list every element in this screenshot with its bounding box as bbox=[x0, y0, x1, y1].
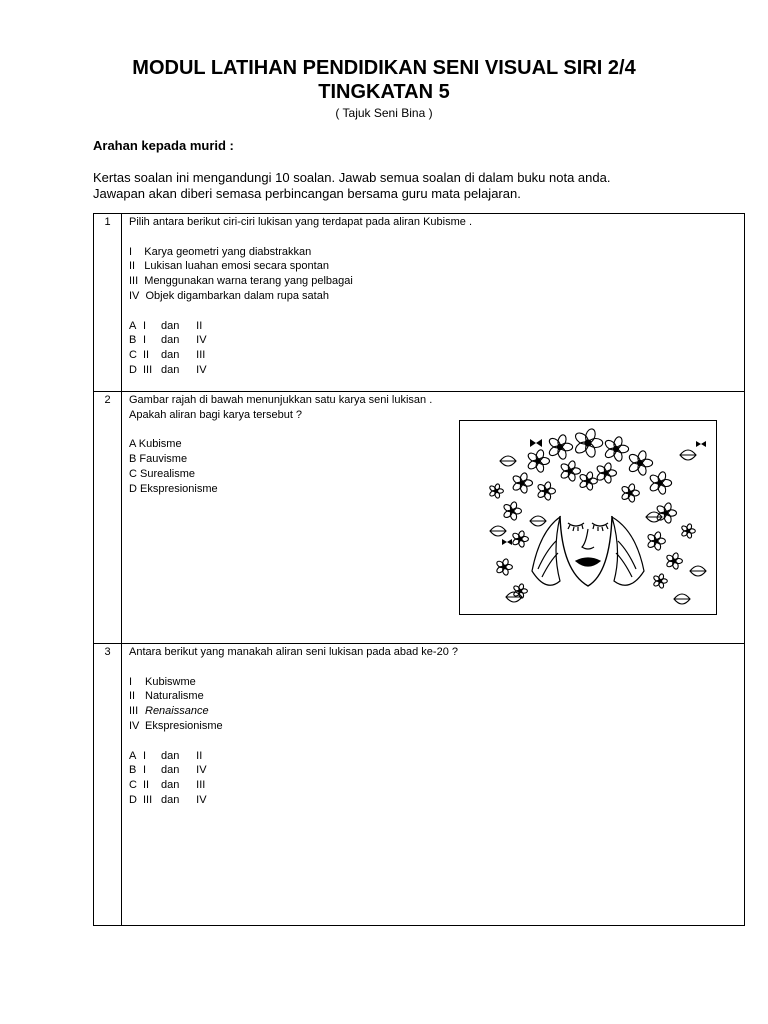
leaf bbox=[490, 526, 506, 536]
answer-choice-a[interactable]: A I dan II bbox=[129, 749, 203, 762]
answer-choice-c[interactable]: C Surealisme bbox=[129, 467, 196, 480]
question-prompt: Pilih antara berikut ciri-ciri lukisan yang terdapat pada aliran Kubisme . bbox=[129, 216, 473, 228]
floral-woman-illustration bbox=[460, 421, 716, 614]
answer-choice-d[interactable]: D Ekspresionisme bbox=[129, 482, 218, 495]
flower-center bbox=[519, 590, 522, 593]
statement-3: III Renaissance bbox=[129, 705, 209, 718]
flower-center bbox=[628, 491, 632, 495]
answer-choice-a[interactable]: A Kubisme bbox=[129, 438, 182, 451]
flower-center bbox=[557, 444, 562, 449]
page-subtitle-level: TINGKATAN 5 bbox=[318, 81, 450, 103]
answer-choice-a[interactable]: A I dan II bbox=[129, 319, 203, 332]
question-row-1 bbox=[94, 214, 745, 392]
statement-2: II Naturalisme bbox=[129, 690, 204, 703]
statement-3: III Menggunakan warna terang yang pelbagai bbox=[129, 275, 353, 288]
flower-center bbox=[654, 539, 658, 543]
leaf bbox=[690, 566, 706, 576]
flower-center bbox=[536, 459, 541, 464]
question-prompt-line1: Gambar rajah di bawah menunjukkan satu karya seni lukisan . bbox=[129, 394, 433, 406]
flower-center bbox=[510, 509, 514, 513]
flower-center bbox=[585, 440, 591, 446]
statement-1: I Kubiswme bbox=[129, 675, 196, 688]
question-prompt: Antara berikut yang manakah aliran seni lukisan pada abad ke-20 ? bbox=[129, 646, 458, 658]
questions-table bbox=[93, 213, 745, 926]
leaf bbox=[674, 594, 690, 604]
question-prompt-line2: Apakah aliran bagi karya tersebut ? bbox=[129, 408, 303, 421]
flower-center bbox=[613, 446, 618, 451]
flower-center bbox=[502, 565, 506, 569]
flower-center bbox=[586, 479, 590, 483]
leaf bbox=[530, 516, 546, 526]
flower-center bbox=[568, 469, 572, 473]
flower-center bbox=[544, 489, 548, 493]
question-row-2 bbox=[94, 392, 745, 644]
leaf bbox=[500, 456, 516, 466]
answer-choice-b[interactable]: B Fauvisme bbox=[129, 453, 188, 466]
question-row-3 bbox=[94, 644, 745, 926]
statement-2: II Lukisan luahan emosi secara spontan bbox=[129, 260, 329, 273]
topic-subtitle: ( Tajuk Seni Bina ) bbox=[335, 106, 433, 120]
answer-choice-d[interactable]: D III dan IV bbox=[129, 793, 207, 806]
question-number: 3 bbox=[94, 644, 122, 926]
flower-center bbox=[495, 490, 498, 493]
flower-center bbox=[687, 530, 690, 533]
answer-choice-d[interactable]: D III dan IV bbox=[129, 363, 207, 376]
instructions-heading: Arahan kepada murid : bbox=[93, 138, 234, 153]
question-body-2 bbox=[122, 392, 745, 644]
answer-choice-c[interactable]: C II dan III bbox=[129, 779, 206, 792]
question-number: 2 bbox=[94, 392, 122, 644]
page-title: MODUL LATIHAN PENDIDIKAN SENI VISUAL SIRI 2/4 bbox=[132, 57, 636, 79]
answer-choice-c[interactable]: C II dan III bbox=[129, 349, 206, 362]
flower-center bbox=[672, 559, 676, 563]
instructions-text: Kertas soalan ini mengandungi 10 soalan. Jawab semua soalan di dalam buku nota anda. Jawapan akan diberi semasa perbincangan bersama guru mata pelajaran. bbox=[93, 170, 611, 201]
question-body-1 bbox=[122, 214, 745, 392]
flower-center bbox=[520, 481, 524, 485]
flower-center bbox=[604, 471, 608, 475]
artwork-figure bbox=[459, 420, 717, 615]
flower-center bbox=[659, 580, 662, 583]
statement-1: I Karya geometri yang diabstrakkan bbox=[129, 245, 312, 258]
answer-choice-b[interactable]: B I dan IV bbox=[129, 334, 207, 347]
statement-4: IV Ekspresionisme bbox=[129, 719, 223, 732]
question-body-3 bbox=[122, 644, 745, 926]
flower-center bbox=[658, 481, 663, 486]
statement-4: IV Objek digambarkan dalam rupa satah bbox=[129, 289, 329, 302]
answer-choice-b[interactable]: B I dan IV bbox=[129, 764, 207, 777]
flower-center bbox=[637, 460, 642, 465]
leaf bbox=[680, 450, 696, 460]
flower-center bbox=[518, 537, 522, 541]
question-number: 1 bbox=[94, 214, 122, 392]
flower-center bbox=[664, 511, 668, 515]
